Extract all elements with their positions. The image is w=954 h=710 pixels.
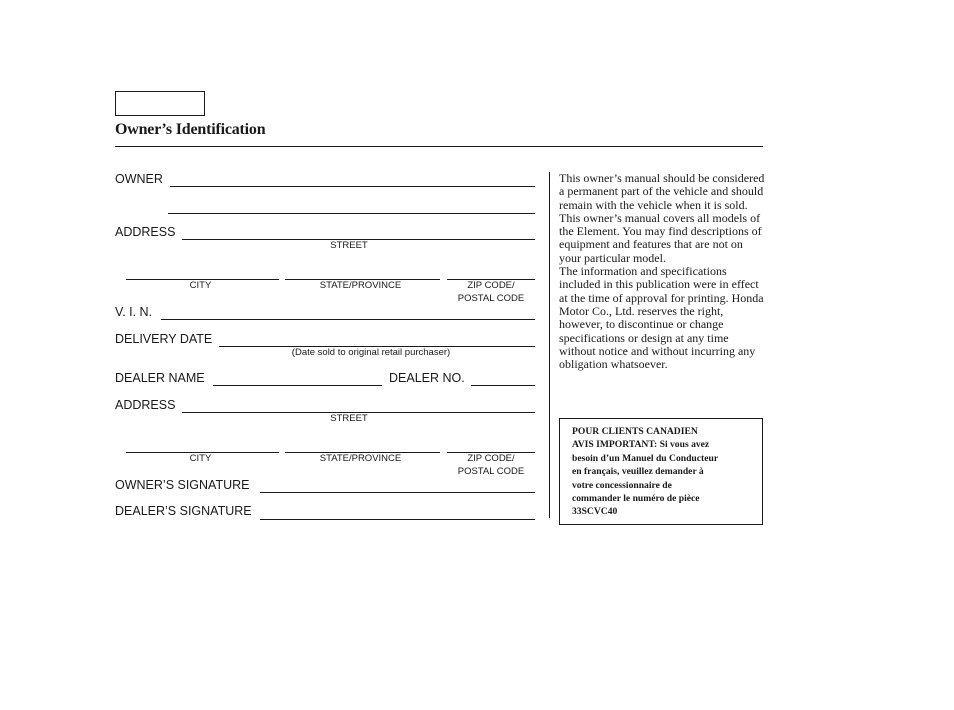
canadian-notice-line-6: commander le numéro de pièce bbox=[572, 493, 700, 505]
owner-name-line[interactable] bbox=[170, 186, 535, 187]
dealer-no-line[interactable] bbox=[471, 385, 535, 386]
dealer-zip-caption-1: ZIP CODE/ bbox=[467, 453, 515, 464]
canadian-notice-line-1: POUR CLIENTS CANADIEN bbox=[572, 426, 698, 437]
owner-zip-caption-1: ZIP CODE/ bbox=[467, 280, 515, 291]
page-tab-box bbox=[115, 91, 205, 116]
dealer-city-caption: CITY bbox=[189, 453, 212, 464]
owner-street-caption: STREET bbox=[330, 240, 368, 251]
dealer-signature-line[interactable] bbox=[260, 519, 535, 520]
dealer-address-label: ADDRESS bbox=[115, 398, 176, 412]
owner-signature-line[interactable] bbox=[260, 492, 535, 493]
notice-paragraph-3: The information and specifications included in this publication were in effect at the time of approval for printing. Honda Motor Co., Ltd. reserves the right, however, to discontinue or change specifications or design at any time without notice and without incurring any obligation whatsoever. bbox=[559, 264, 764, 372]
dealer-zip-caption-2: POSTAL CODE bbox=[457, 466, 525, 477]
vin-label: V. I. N. bbox=[115, 305, 153, 319]
owner-label: OWNER bbox=[115, 172, 163, 186]
owner-zip-caption-2: POSTAL CODE bbox=[457, 293, 525, 304]
dealer-signature-label: DEALER’S SIGNATURE bbox=[115, 504, 252, 518]
vin-line[interactable] bbox=[161, 319, 535, 320]
owner-signature-label: OWNER’S SIGNATURE bbox=[115, 478, 250, 492]
dealer-state-caption: STATE/PROVINCE bbox=[319, 453, 402, 464]
dealer-no-label: DEALER NO. bbox=[389, 371, 465, 385]
column-divider bbox=[549, 172, 550, 518]
notice-paragraph-2: This owner’s manual covers all models of the Element. You may find descriptions of equipment and features that are not on your particular model. bbox=[559, 210, 762, 265]
owner-state-caption: STATE/PROVINCE bbox=[319, 280, 402, 291]
notice-paragraph-1: This owner’s manual should be considered a permanent part of the vehicle and should remain with the vehicle when it is sold. bbox=[559, 171, 765, 212]
delivery-date-caption: (Date sold to original retail purchaser) bbox=[291, 347, 451, 358]
canadian-notice-box bbox=[559, 418, 763, 525]
manual-notice bbox=[559, 172, 765, 371]
dealer-name-line[interactable] bbox=[213, 385, 382, 386]
canadian-notice-line-4: en français, veuillez demander à bbox=[572, 466, 704, 478]
owner-address-label: ADDRESS bbox=[115, 225, 176, 239]
canadian-notice-line-5: votre concessionnaire de bbox=[572, 479, 672, 491]
delivery-date-label: DELIVERY DATE bbox=[115, 332, 213, 346]
title-rule bbox=[115, 146, 763, 147]
owner-city-caption: CITY bbox=[189, 280, 212, 291]
dealer-name-label: DEALER NAME bbox=[115, 371, 205, 385]
canadian-notice-line-3: besoin d’un Manuel du Conducteur bbox=[572, 452, 719, 464]
canadian-notice-part-number: 33SCVC40 bbox=[572, 506, 618, 518]
page-title: Owner’s Identification bbox=[115, 121, 266, 138]
owner-name-line-2[interactable] bbox=[168, 213, 535, 214]
canadian-notice-line-2: AVIS IMPORTANT: Si vous avez bbox=[572, 439, 710, 451]
dealer-street-caption: STREET bbox=[330, 413, 368, 424]
